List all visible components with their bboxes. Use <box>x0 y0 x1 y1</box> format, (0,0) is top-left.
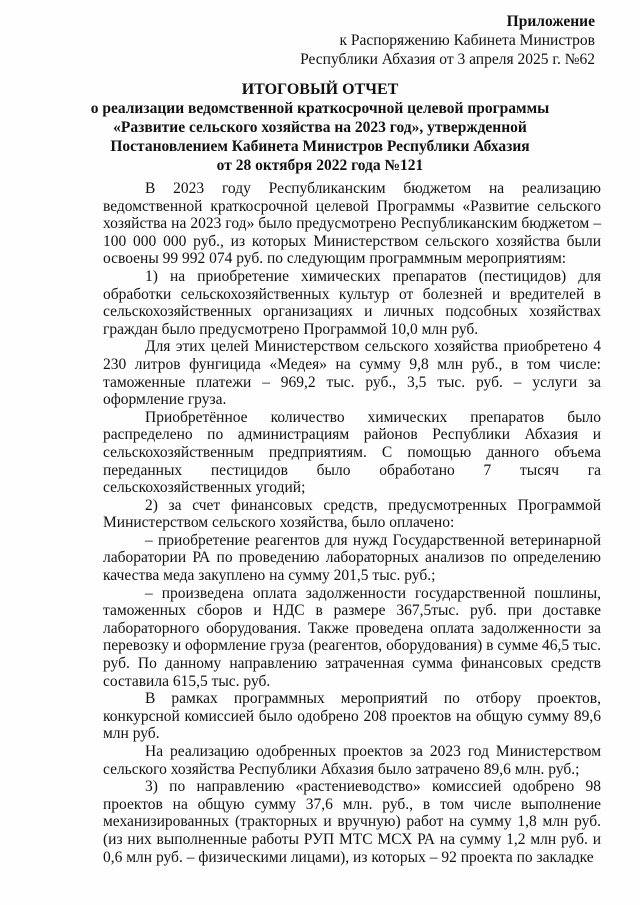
report-title-line-4: от 28 октября 2022 года №121 <box>216 157 424 174</box>
report-title-line-2: «Развитие сельского хозяйства на 2023 год», утвержденной <box>113 119 527 136</box>
report-title <box>60 80 580 175</box>
appendix-label: Приложение <box>506 13 595 30</box>
paragraph-fungicide-purchase: Для этих целей Министерством сельского хозяйства приобретено 4 230 литров фунгицида «Медея» на сумму 9,8 млн руб., в том числе: таможенные платежи – 969,2 тыс. руб., 3,5 тыс. руб. – услуги за оформление груза. <box>103 338 601 409</box>
paragraph-reagents: – приобретение реагентов для нужд Государственной ветеринарной лаборатории РА по проведению лабораторных анализов по определению качества меда закуплено на сумму 201,5 тыс. руб.; <box>103 531 601 585</box>
report-title-main: ИТОГОВЫЙ ОТЧЕТ <box>241 81 399 98</box>
paragraph-projects-spent: На реализацию одобренных проектов за 2023 год Министерством сельского хозяйства Республики Абхазия было затрачено 89,6 млн. руб.; <box>103 743 601 778</box>
paragraph-budget-intro: В 2023 году Республиканским бюджетом на реализацию ведомственной краткосрочной целевой Программы «Развитие сельского хозяйства на 2023 год» было предусмотрено Республиканским бюджетом – 100 000 000 руб., из которых Министерством сельского хозяйства были освоены 99 992 074 руб. по следующим программным мероприятиям: <box>103 180 601 268</box>
paragraph-distribution: Приобретённое количество химических препаратов было распределено по администрациям районов Республики Абхазия и сельскохозяйственным предприятиям. С помощью данного объема переданных пестицидов было обработано 7 тысяч га сельскохозяйственных угодий; <box>103 408 601 497</box>
report-title-line-1: о реализации ведомственной краткосрочной целевой программы <box>90 100 550 117</box>
appendix-line-2: Республики Абхазия от 3 апреля 2025 г. №62 <box>300 51 595 68</box>
paragraph-debt-payment: – произведена оплата задолженности государственной пошлины, таможенных сборов и НДС в размере 367,5тыс. руб. при доставке лабораторного оборудования. Также проведена оплата задолженности за перевозку и оформление груза (реагентов, оборудования) в сумме 46,5 тыс. руб. По данному направлению затраченная сумма финансовых средств составила 615,5 тыс. руб. <box>103 584 601 690</box>
appendix-line-1: к Распоряжению Кабинета Министров <box>339 32 595 49</box>
appendix-header <box>300 12 595 69</box>
paragraph-item-1-pesticides: 1) на приобретение химических препаратов (пестицидов) для обработки сельскохозяйственных культур от болезней и вредителей в сельскохозяйственных организациях и личных подсобных хозяйствах граждан было предусмотрено Программой 10,0 млн руб. <box>103 267 601 338</box>
report-body <box>103 180 601 866</box>
report-title-line-3: Постановлением Кабинета Министров Республики Абхазия <box>110 138 530 155</box>
paragraph-item-2-funding: 2) за счет финансовых средств, предусмотренных Программой Министерством сельского хозяйства, было оплачено: <box>103 496 601 532</box>
paragraph-projects-approved: В рамках программных мероприятий по отбору проектов, конкурсной комиссией было одобрено 208 проектов на общую сумму 89,6 млн руб. <box>103 690 601 743</box>
paragraph-item-3-crops: 3) по направлению «растениеводство» комиссией одобрено 98 проектов на общую сумму 37,6 млн. руб., в том числе выполнение механизированных (тракторных и вручную) работ на сумму 1,8 млн руб. (из них выполненные работы РУП МТС МСХ РА на сумму 1,2 млн руб. и 0,6 млн руб. – физическими лицами), из которых – 92 проекта по закладке <box>103 778 601 866</box>
